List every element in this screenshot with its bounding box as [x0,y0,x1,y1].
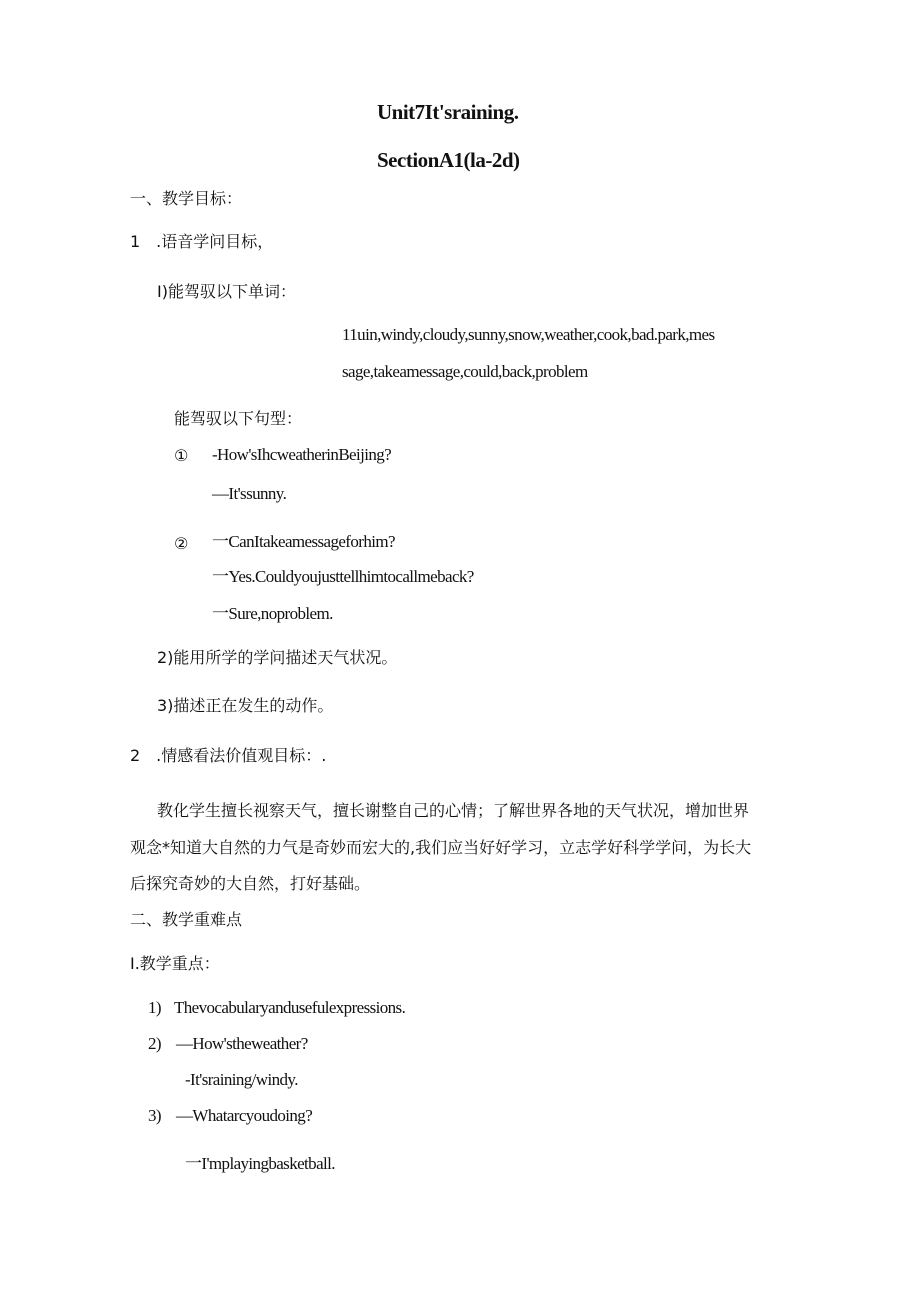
sentence-patterns-heading: 能驾驭以下句型： [174,409,303,428]
key-points-heading: 二、教学重难点 [130,910,243,929]
pattern-1-answer: —It'ssunny. [212,484,287,503]
attitude-paragraph-line-1: 教化学生擅长视察天气，擅长谢整自己的心情；了解世界各地的天气状况，增加世界 [157,801,750,820]
attitude-paragraph-line-2: 观念*知道大自然的力气是奇妙而宏大的,我们应当好好学习，立志学好科学学问，为长大 [130,838,752,857]
attitude-goal-item: 2 .情感看法价值观目标：. [130,746,327,765]
vocabulary-subheading: I)能驾驭以下单词： [157,282,296,301]
pattern-1-number: ① [174,446,189,465]
vocabulary-line-2: sage,takeamessage,could,back,problem [342,362,588,381]
focus-3-number: 3) [148,1106,161,1125]
describe-actions-goal: 3)描述正在发生的动作。 [157,696,334,715]
focus-3-answer: 一I'mplayingbasketball. [185,1154,335,1173]
focus-1-number: 1) [148,998,161,1017]
describe-weather-goal: 2)能用所学的学问描述天气状况。 [157,648,398,667]
focus-3-question: —Whatarcyoudoing? [176,1106,313,1125]
language-goal-item: 1 .语音学问目标， [130,232,274,251]
pattern-2-reply: 一Sure,noproblem. [212,604,333,623]
pattern-2-question: 一CanItakeamessageforhim? [212,532,395,551]
focus-1-text: Thevocabularyandusefulexpressions. [174,998,406,1017]
attitude-paragraph-line-3: 后探究奇妙的大自然，打好基础。 [130,874,371,893]
vocabulary-line-1: 11uin,windy,cloudy,sunny,snow,weather,cook,bad.park,mes [342,325,715,344]
objectives-heading: 一、教学目标： [130,189,243,208]
focus-2-answer: -It'sraining/windy. [185,1070,298,1089]
focus-2-question: —How'stheweather? [176,1034,308,1053]
pattern-1-question: -How'sIhcweatherinBeijing? [212,445,392,464]
document-title: Unit7It'sraining. [377,100,519,124]
focus-2-number: 2) [148,1034,161,1053]
pattern-2-answer: 一Yes.Couldyoujusttellhimtocallmeback? [212,567,474,586]
pattern-2-number: ② [174,534,189,553]
section-subtitle: SectionA1(la-2d) [377,148,520,172]
teaching-focus-subheading: I.教学重点： [130,954,220,973]
